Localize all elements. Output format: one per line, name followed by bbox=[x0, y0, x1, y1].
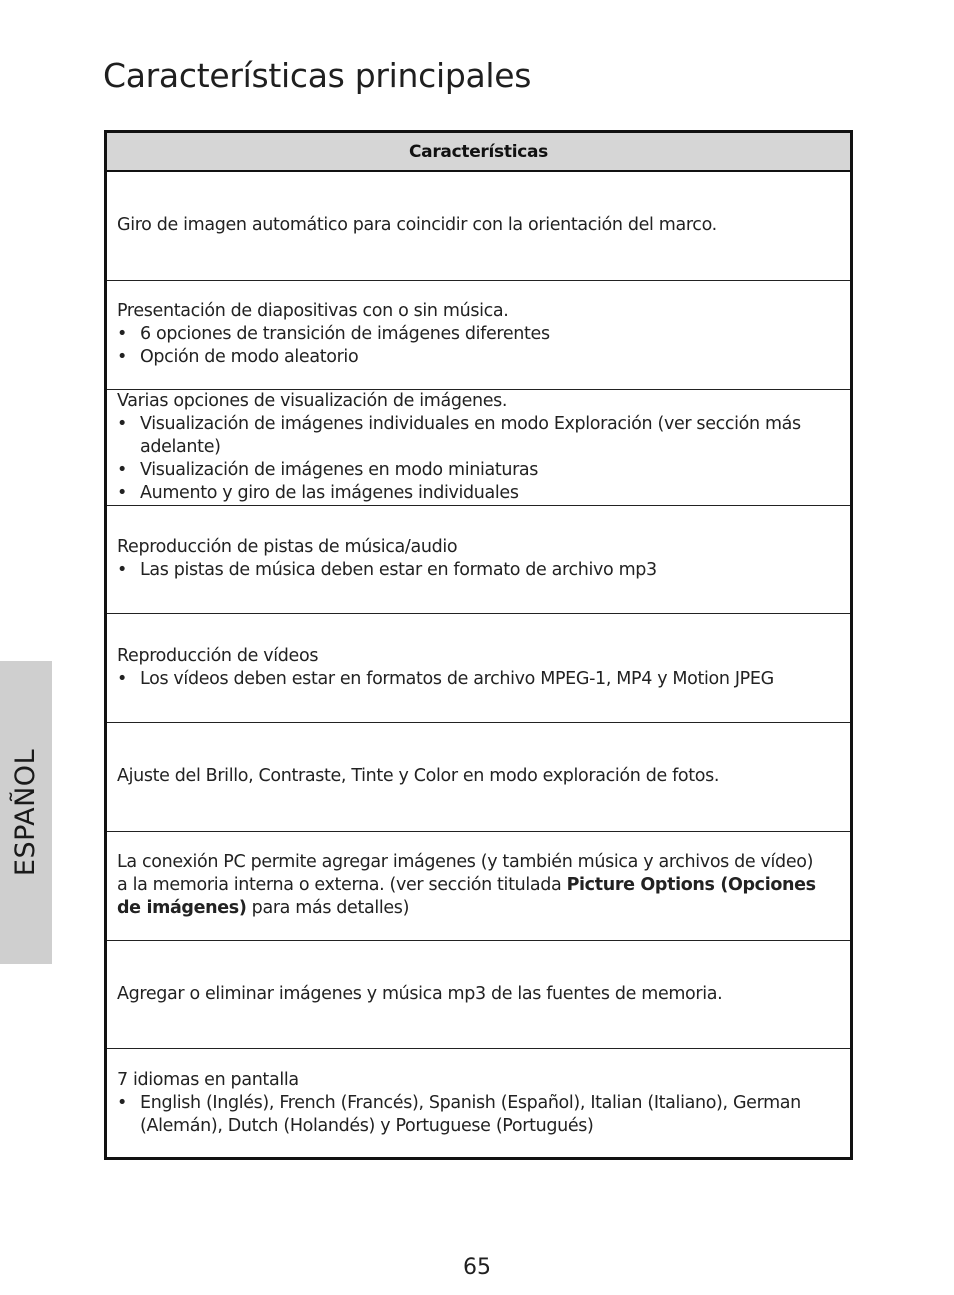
bullet-item: • Los vídeos deben estar en formatos de archivo MPEG-1, MP4 y Motion JPEG bbox=[117, 668, 820, 691]
bullet-list bbox=[117, 323, 820, 369]
bullet-item: • Visualización de imágenes individuales en modo Exploración (ver sección más adelante) bbox=[117, 413, 820, 459]
bullet-list bbox=[117, 559, 820, 582]
page-number: 65 bbox=[463, 1255, 491, 1280]
bullet-item: • 6 opciones de transición de imágenes diferentes bbox=[117, 323, 820, 346]
table-row bbox=[107, 172, 850, 281]
row-text: Varias opciones de visualización de imágenes. bbox=[117, 390, 508, 411]
table-row bbox=[107, 281, 850, 390]
row-text: Agregar o eliminar imágenes y música mp3 de las fuentes de memoria. bbox=[117, 983, 723, 1004]
language-side-tab bbox=[0, 661, 52, 964]
table-row bbox=[107, 723, 850, 832]
row-text: Giro de imagen automático para coincidir con la orientación del marco. bbox=[117, 215, 717, 236]
bullet-item: • Visualización de imágenes en modo miniaturas bbox=[117, 459, 820, 482]
bullet-item: • Aumento y giro de las imágenes individuales bbox=[117, 482, 820, 505]
bullet-item: • Las pistas de música deben estar en formato de archivo mp3 bbox=[117, 559, 820, 582]
table-row bbox=[107, 941, 850, 1050]
row-text-part: para más detalles) bbox=[246, 898, 410, 919]
table-header: Características bbox=[107, 133, 850, 172]
row-text-part: La conexión PC permite agregar imágenes (y también música y archivos de vídeo) a la memoria interna o externa. (ver sección titulada bbox=[117, 852, 814, 896]
row-text bbox=[117, 851, 820, 920]
table-row bbox=[107, 390, 850, 506]
table-row bbox=[107, 832, 850, 941]
features-table bbox=[104, 130, 853, 1160]
row-text: Reproducción de pistas de música/audio bbox=[117, 537, 458, 558]
bullet-list bbox=[117, 668, 820, 691]
row-text: Ajuste del Brillo, Contraste, Tinte y Color en modo exploración de fotos. bbox=[117, 766, 720, 787]
page-title: Características principales bbox=[103, 56, 532, 95]
row-text: Presentación de diapositivas con o sin música. bbox=[117, 301, 509, 322]
bullet-list bbox=[117, 413, 820, 505]
table-row bbox=[107, 614, 850, 723]
bullet-item: • English (Inglés), French (Francés), Spanish (Español), Italian (Italiano), German (Alemán), Dutch (Holandés) y Portuguese (Portugués) bbox=[117, 1092, 820, 1138]
row-text: 7 idiomas en pantalla bbox=[117, 1069, 299, 1090]
row-text: Reproducción de vídeos bbox=[117, 646, 319, 667]
bullet-list bbox=[117, 1092, 820, 1138]
language-tab-label: ESPAÑOL bbox=[10, 748, 42, 877]
table-row bbox=[107, 1049, 850, 1157]
table-row bbox=[107, 506, 850, 615]
bullet-item: • Opción de modo aleatorio bbox=[117, 346, 820, 369]
section-reference: Picture Options (Opciones de imágenes) bbox=[117, 875, 816, 919]
